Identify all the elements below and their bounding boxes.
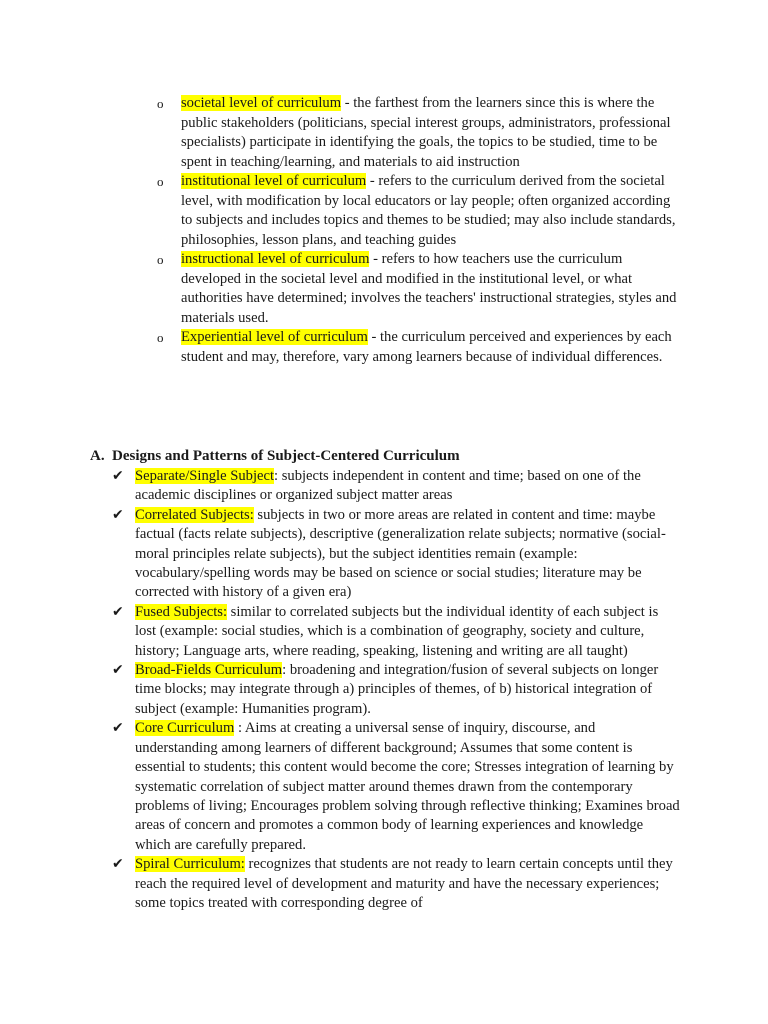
item-description: - refers to how teachers use the curriculum developed in the societal level and modified in the institutional level, or what authorities have determined; involves the teachers' instructional strategies, styles and materials used. [181,251,677,326]
highlighted-term: Separate/Single Subject [135,468,275,484]
highlighted-term: Fused Subjects: [135,603,228,620]
item-description: - the farthest from the learners since this is where the public stakeholders (politicians, special interest groups, administrators, professional specialists) participate in identifying the goals, the topics to be studied, time to be spent in teaching/learning, and materials to aid instruction [181,95,671,170]
hollow-bullet-icon: o [157,174,164,189]
list-item-experiential-level [155,328,680,367]
highlighted-term: instructional level of curriculum [181,251,370,267]
checkmark-icon: ✔ [112,506,124,523]
checkmark-icon: ✔ [112,720,124,737]
hollow-bullet-icon: o [157,96,164,111]
section-heading [90,446,460,466]
hollow-bullet-icon: o [157,252,164,267]
item-description: - the curriculum perceived and experiences by each student and may, therefore, vary among learners because of individual differences. [181,329,672,365]
hollow-bullet-icon: o [157,330,164,345]
item-description: similar to correlated subjects but the individual identity of each subject is lost (example: social studies, which is a combination of geography, society and culture, history; Language arts, where reading, speaking, listening and writing are all taught) [135,603,659,659]
item-description: recognizes that students are not ready to learn certain concepts until they reach the required level of development and maturity and have the necessary experiences; some topics treated with corresponding degree of [135,856,673,911]
item-description: : subjects independent in content and time; based on one of the academic disciplines or organized subject matter areas [135,468,641,504]
checkmark-icon: ✔ [112,662,124,679]
checkmark-icon: ✔ [112,468,124,484]
curriculum-designs-list [110,467,680,913]
list-item-instructional-level [155,250,680,328]
list-item-broad-fields [110,661,680,719]
list-item-institutional-level [155,172,680,250]
list-item-societal-level [155,94,680,172]
highlighted-term: Experiential level of curriculum [181,329,368,345]
item-description: : Aims at creating a universal sense of inquiry, discourse, and understanding among learners of different background; Assumes that some content is essential to students; this content would become the core; Stresses integration of learning by systematic correlation of subject matter around themes drawn from the contemporary problems of living; Encourages problem solving through reflective thinking; Examines broad areas of concern and promotes a common body of learning experiences and knowledge which are carefully prepared. [135,720,680,853]
section-title: Designs and Patterns of Subject-Centered Curriculum [112,448,460,464]
item-description: - refers to the curriculum derived from the societal level, with modification by local educators or lay people; often organized according to subjects and includes topics and themes to be studied; may also include standards, philosophies, lesson plans, and teaching guides [181,173,676,248]
highlighted-term: societal level of curriculum [181,95,342,111]
highlighted-term: Core Curriculum [135,720,235,737]
item-description: subjects in two or more areas are related in content and time: maybe factual (facts relate subjects), descriptive (generalization relate subjects; normative (social-moral principles relate subjects), but the subject identities remain (example: vocabulary/spelling words may be based on science or social studies; literature may be corrected with history of a given era) [135,506,666,601]
highlighted-term: Spiral Curriculum: [135,856,245,873]
highlighted-term: Broad-Fields Curriculum [135,662,283,679]
list-item-spiral-curriculum [110,855,680,913]
section-letter: A. [90,448,105,464]
curriculum-levels-list [155,94,680,367]
list-item-separate-subject [110,467,680,506]
list-item-correlated-subjects [110,506,680,603]
checkmark-icon: ✔ [112,856,124,873]
item-description: : broadening and integration/fusion of several subjects on longer time blocks; may integrate through a) principles of themes, of b) historical integration of subject (example: Humanities program). [135,662,659,717]
list-item-core-curriculum [110,719,680,855]
highlighted-term: Correlated Subjects: [135,506,254,523]
highlighted-term: institutional level of curriculum [181,173,367,189]
checkmark-icon: ✔ [112,603,124,620]
list-item-fused-subjects [110,603,680,661]
